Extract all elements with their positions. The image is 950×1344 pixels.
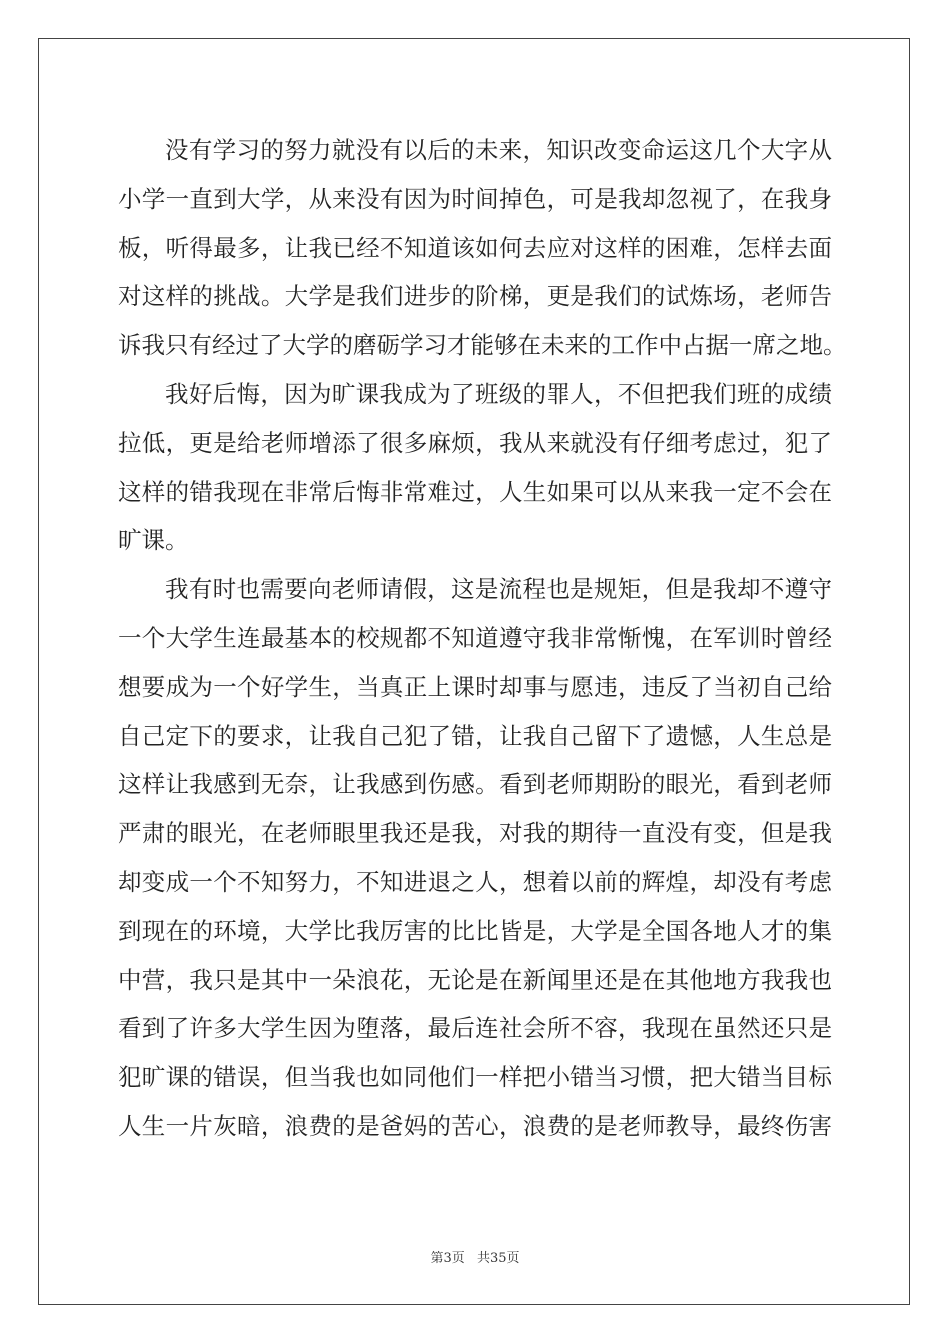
document-body bbox=[118, 126, 847, 1151]
text-line: 自己定下的要求，让我自己犯了错，让我自己留下了遗憾，人生总是 bbox=[118, 721, 832, 750]
text-line: 没有学习的努力就没有以后的未来，知识改变命运这几个大字从 bbox=[165, 136, 832, 164]
text-line: 严肃的眼光，在老师眼里我还是我，对我的期待一直没有变，但是我 bbox=[118, 819, 832, 848]
page-total: 共35页 bbox=[476, 1251, 520, 1266]
page-footer bbox=[0, 1247, 950, 1266]
text-line: 人生一片灰暗，浪费的是爸妈的苦心，浪费的是老师教导，最终伤害 bbox=[118, 1111, 832, 1140]
text-line: 旷课。 bbox=[118, 526, 189, 555]
text-line: 这样的错我现在非常后悔非常难过，人生如果可以从来我一定不会在 bbox=[118, 477, 832, 506]
text-line: 一个大学生连最基本的校规都不知道遵守我非常惭愧，在军训时曾经 bbox=[118, 623, 832, 652]
text-line: 这样让我感到无奈，让我感到伤感。看到老师期盼的眼光，看到老师 bbox=[118, 770, 832, 799]
text-line: 我有时也需要向老师请假，这是流程也是规矩，但是我却不遵守 bbox=[165, 575, 832, 604]
text-line: 看到了许多大学生因为堕落，最后连社会所不容，我现在虽然还只是 bbox=[118, 1014, 832, 1043]
text-line: 犯旷课的错误，但当我也如同他们一样把小错当习惯，把大错当目标 bbox=[118, 1063, 832, 1092]
text-line: 想要成为一个好学生，当真正上课时却事与愿违，违反了当初自己给 bbox=[118, 672, 832, 701]
text-line: 拉低，更是给老师增添了很多麻烦，我从来就没有仔细考虑过，犯了 bbox=[118, 428, 832, 457]
text-line: 我好后悔，因为旷课我成为了班级的罪人，不但把我们班的成绩 bbox=[165, 379, 832, 408]
text-line: 小学一直到大学，从来没有因为时间掉色，可是我却忽视了，在我身 bbox=[118, 184, 832, 213]
text-line: 到现在的环境，大学比我厉害的比比皆是，大学是全国各地人才的集 bbox=[118, 916, 832, 945]
text-line: 中营，我只是其中一朵浪花，无论是在新闻里还是在其他地方我我也 bbox=[118, 965, 832, 994]
text-line: 对这样的挑战。大学是我们进步的阶梯，更是我们的试炼场，老师告 bbox=[118, 282, 832, 311]
text-line: 诉我只有经过了大学的磨砺学习才能够在未来的工作中占据一席之地。 bbox=[118, 331, 847, 360]
page-number: 第3页 bbox=[430, 1251, 465, 1266]
text-line: 却变成一个不知努力，不知进退之人，想着以前的辉煌，却没有考虑 bbox=[118, 867, 832, 896]
text-line: 板，听得最多，让我已经不知道该如何去应对这样的困难，怎样去面 bbox=[118, 233, 832, 262]
